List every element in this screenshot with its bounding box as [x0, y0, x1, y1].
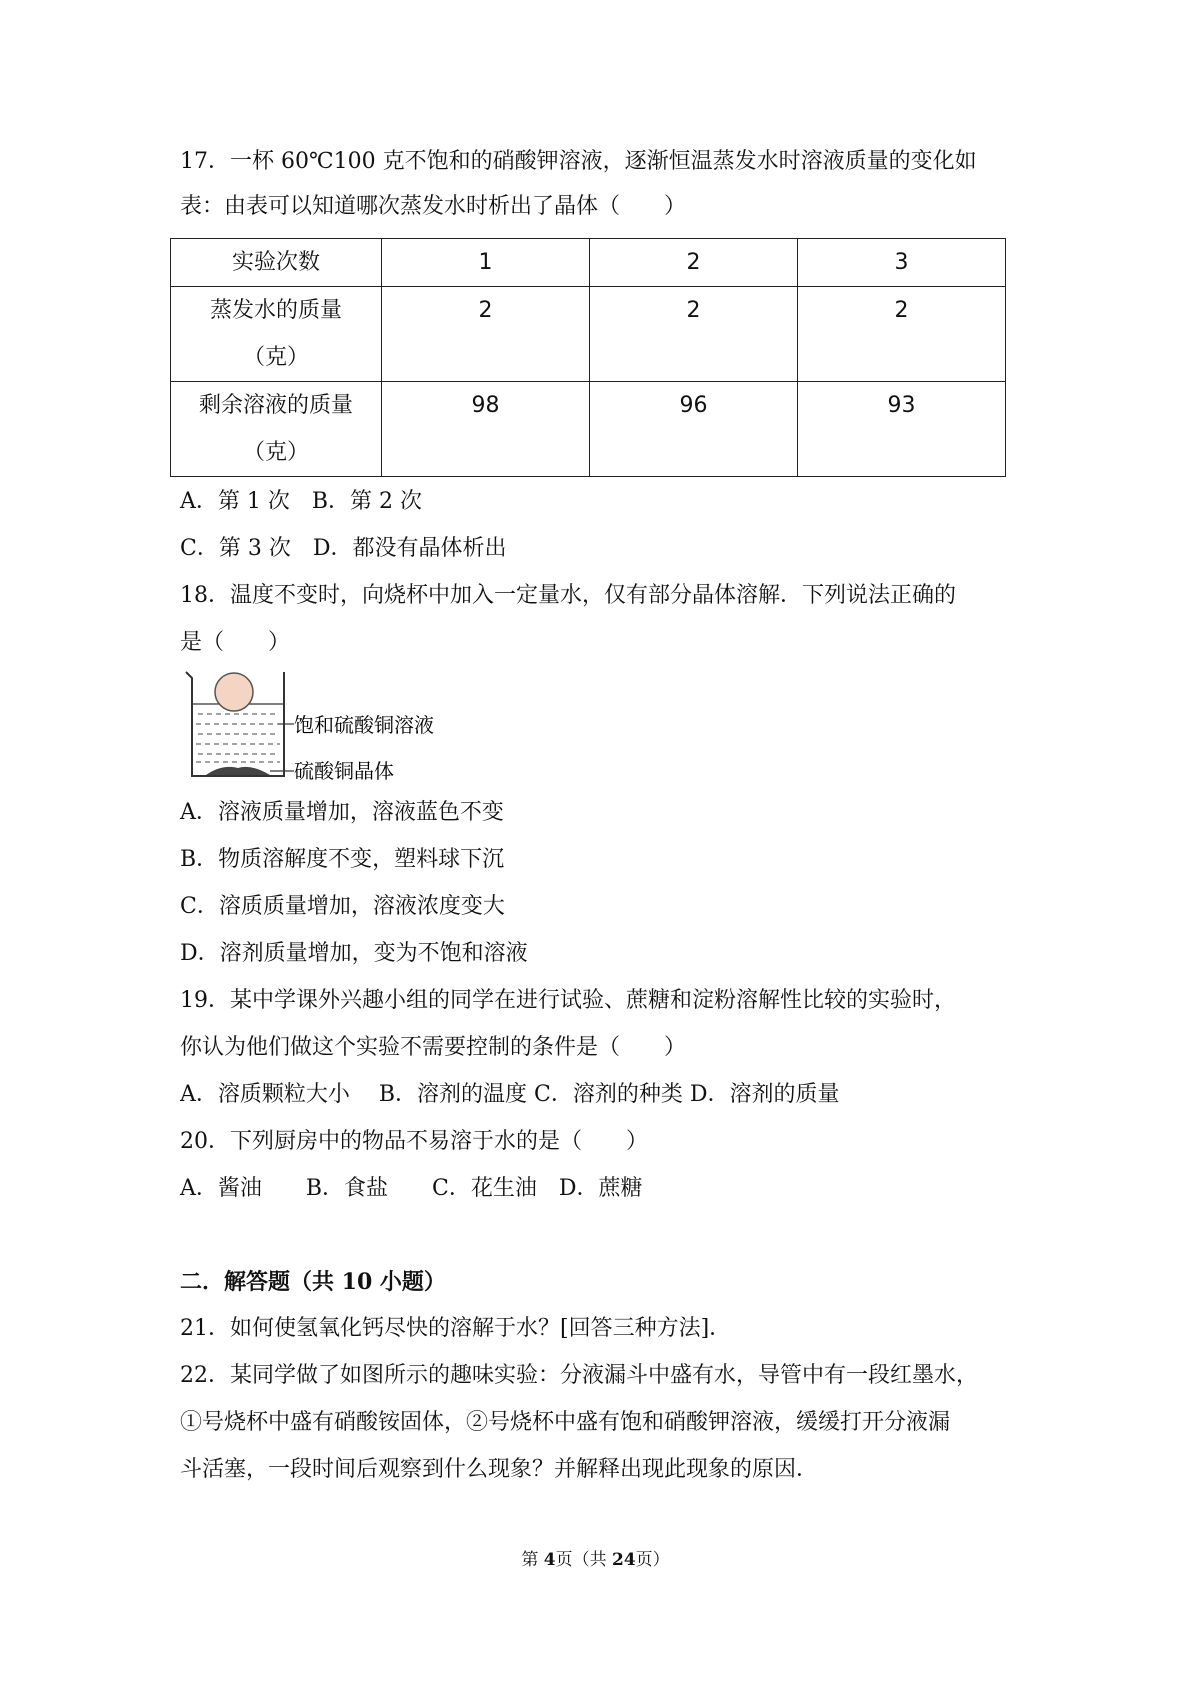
row-label-unit: （克） — [242, 345, 309, 370]
footer-middle: 页（共 — [555, 1550, 612, 1570]
table-cell: 2 — [382, 287, 590, 382]
table-cell: 96 — [590, 382, 798, 477]
table-cell: 98 — [382, 382, 590, 477]
footer-prefix: 第 — [521, 1550, 544, 1570]
row-label-line: 蒸发水的质量 — [209, 298, 342, 323]
table-row — [171, 239, 1006, 287]
q22-stem-line1: 22．某同学做了如图所示的趣味实验：分液漏斗中盛有水，导管中有一段红墨水， — [180, 1363, 978, 1388]
table-header-cell: 2 — [590, 239, 798, 287]
q18-stem-line2: 是（ ） — [180, 630, 291, 655]
table-header-cell: 3 — [798, 239, 1006, 287]
q19-stem-line1: 19．某中学课外兴趣小组的同学在进行试验、蔗糖和淀粉溶解性比较的实验时， — [180, 988, 956, 1013]
table-cell: 2 — [798, 287, 1006, 382]
q17-options-line1: A．第 1 次 B．第 2 次 — [180, 489, 423, 514]
table-cell: 93 — [798, 382, 1006, 477]
q18-stem-line1: 18．温度不变时，向烧杯中加入一定量水，仅有部分晶体溶解．下列说法正确的 — [180, 583, 956, 608]
table-row — [171, 382, 1006, 477]
q22-stem-line3: 斗活塞，一段时间后观察到什么现象？并解释出现此现象的原因． — [180, 1457, 819, 1482]
q18-option-d: D．溶剂质量增加，变为不饱和溶液 — [180, 941, 528, 966]
q17-stem-line1: 17．一杯 60℃100 克不饱和的硝酸钾溶液，逐渐恒温蒸发水时溶液质量的变化如 — [180, 149, 977, 174]
section-heading: 二．解答题（共 10 小题） — [180, 1269, 446, 1295]
label-crystal: 硫酸铜晶体 — [294, 759, 394, 783]
q17-options-line2: C．第 3 次 D．都没有晶体析出 — [180, 536, 507, 561]
q19-stem-line2: 你认为他们做这个实验不需要控制的条件是（ ） — [180, 1035, 687, 1060]
table-header-cell: 实验次数 — [171, 239, 382, 287]
table-cell: 2 — [590, 287, 798, 382]
row-label-line: 剩余溶液的质量 — [198, 393, 353, 418]
footer-suffix: 页） — [635, 1550, 670, 1570]
q17-stem-line2: 表：由表可以知道哪次蒸发水时析出了晶体（ ） — [180, 194, 687, 219]
q19-options: A．溶质颗粒大小 B．溶剂的温度 C．溶剂的种类 D．溶剂的质量 — [180, 1082, 840, 1107]
beaker-diagram — [182, 668, 462, 783]
table-row — [171, 287, 1006, 382]
row-label-unit: （克） — [242, 440, 309, 465]
q18-option-c: C．溶质质量增加，溶液浓度变大 — [180, 894, 505, 919]
table-row-label — [171, 382, 382, 477]
q18-option-a: A．溶液质量增加，溶液蓝色不变 — [180, 800, 504, 825]
page-number: 4 — [543, 1550, 556, 1570]
page-footer — [0, 1548, 1191, 1572]
plastic-ball-icon — [215, 673, 253, 711]
q22-stem-line2: ①号烧杯中盛有硝酸铵固体，②号烧杯中盛有饱和硝酸钾溶液，缓缓打开分液漏 — [180, 1410, 951, 1435]
solution-hatching — [196, 714, 280, 762]
q17-data-table — [170, 238, 1006, 477]
q20-stem: 20．下列厨房中的物品不易溶于水的是（ ） — [180, 1129, 648, 1154]
q21-stem: 21．如何使氢氧化钙尽快的溶解于水？[回答三种方法]． — [180, 1316, 732, 1341]
table-row-label — [171, 287, 382, 382]
label-saturated-solution: 饱和硫酸铜溶液 — [294, 713, 434, 737]
total-pages: 24 — [611, 1550, 636, 1570]
q20-options: A．酱油 B．食盐 C．花生油 D．蔗糖 — [180, 1176, 643, 1201]
crystal-pile-icon — [206, 767, 270, 775]
q18-option-b: B．物质溶解度不变，塑料球下沉 — [180, 847, 505, 872]
table-header-cell: 1 — [382, 239, 590, 287]
